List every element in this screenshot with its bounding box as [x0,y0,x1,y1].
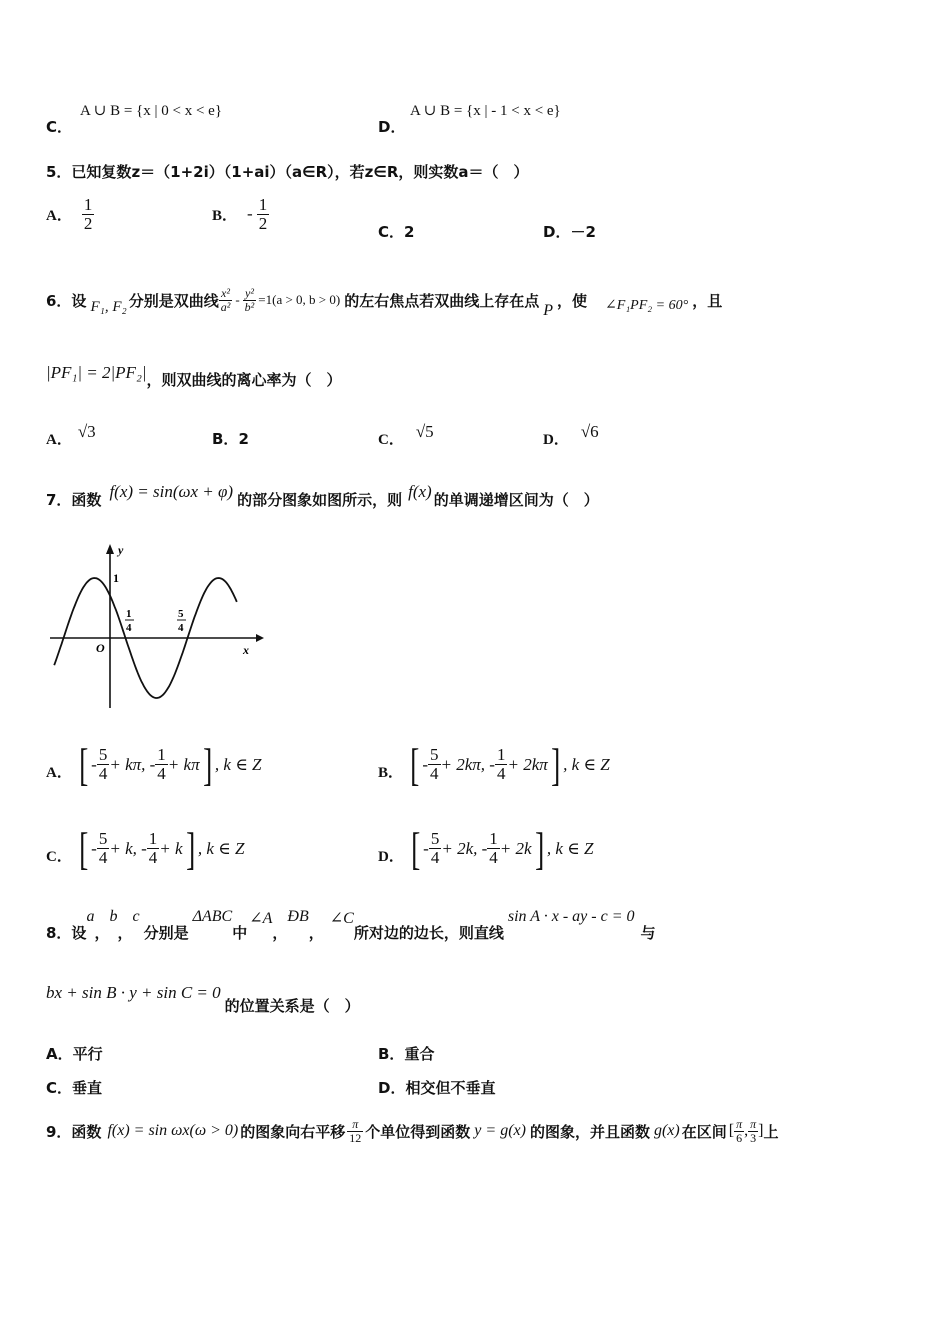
q8-side-b: b [109,908,118,925]
q6-text4: ，且 [692,291,723,310]
fraction-denominator: 2 [258,213,268,233]
q6-option-b-value: 2 [238,430,249,448]
right-bracket: ] [202,739,212,790]
right-bracket: ] [534,823,544,874]
comma: ， [117,924,133,942]
q7-option-a-label: A． [46,765,72,781]
q8-option-b-text: 重合 [404,1045,435,1063]
q7-function: f(x) = sin(ωx + φ) [109,481,234,501]
q9-g-function: y = g(x) [474,1122,526,1140]
interval-open-bracket: [ [728,1122,735,1140]
fraction-numerator: 5 [430,745,439,765]
q6-option-b [212,428,249,449]
fraction-denominator: 4 [157,764,166,783]
option-b-mid2: + 2kπ [507,754,548,774]
q6-angle: ∠F₁PF₂ = 60° [605,297,689,313]
q4-option-c-label: C． [46,118,73,136]
q6-option-c [378,414,434,449]
option-d-mid2: + 2k [499,838,532,858]
minus-sign: - [423,838,429,858]
fraction-numerator: 1 [157,745,166,765]
q9-prefix: 9．函数 [46,1122,102,1141]
tick1-numerator: 1 [126,608,132,620]
option-b-tail: , k ∈ Z [563,754,610,774]
q6-option-c-value: √5 [415,421,434,441]
fraction-numerator: x² [219,287,233,301]
tick2-numerator: 5 [178,608,184,620]
q8-side-c: c [132,908,140,925]
fraction-numerator: π [347,1118,363,1132]
tick1-denominator: 4 [126,622,132,634]
q4-option-d-label: D． [378,118,406,136]
q6-option-d [543,414,599,449]
comma: ， [94,924,110,942]
fraction-numerator: π [750,1117,757,1131]
left-bracket: [ [78,823,89,874]
fraction-denominator: 4 [98,848,108,867]
q9-text4: 在区间 [681,1122,727,1141]
comma: ， [308,924,324,942]
q8-option-c [46,1077,102,1098]
q7-sine-graph [44,540,264,712]
fraction-numerator: 1 [489,829,498,849]
left-bracket: [ [410,739,420,790]
q5-option-a [46,196,94,233]
q8-text5: 的位置关系是（ ） [224,997,360,1015]
q6-option-c-label: C． [378,432,404,448]
y-tick-1: 1 [113,571,119,585]
q8-triangle: ΔABC [192,908,233,925]
q6-point: P [543,302,554,319]
minus-sign: - [91,838,97,858]
q8-stem-line1 [46,908,656,943]
interval-close-bracket: ] [758,1122,764,1140]
q7-stem [46,473,599,510]
fraction-denominator: b² [244,299,255,314]
q9-text3: 的图象，并且函数 [529,1122,650,1141]
fraction-denominator: 4 [98,764,108,783]
fraction-numerator: 1 [148,829,158,849]
q6-option-b-label: B． [212,430,239,448]
q8-line1: sin A · x - ay - c = 0 [507,908,635,925]
q7-option-b-label: B． [378,765,404,781]
fraction-numerator: 5 [430,829,440,849]
origin-label: O [96,641,105,655]
q8-prefix: 8．设 [46,924,87,942]
q5-stem: 5．已知复数z＝（1+2i）（1+ai）（a∈R），若z∈R，则实数a＝（ ） [46,163,529,181]
option-b-mid1: + 2kπ, - [440,754,495,774]
q6-text5: ，则双曲线的离心率为（ ） [146,371,342,389]
q8-option-a-label: A． [46,1045,73,1063]
option-d-mid1: + 2k, - [441,838,488,858]
q8-option-b-label: B． [378,1045,405,1063]
q6-text1: 分别是双曲线 [128,291,219,310]
y-axis-label: y [118,543,124,557]
q5-option-b-label: B． [212,207,238,224]
option-a-mid1: + kπ, - [109,754,156,774]
option-a-mid2: + kπ [167,754,200,774]
q7-prefix: 7．函数 [46,491,102,509]
y-axis-arrow [106,544,114,554]
q5-option-a-label: A． [46,207,72,224]
q6-option-a-label: A． [46,432,72,448]
minus-sign: - [91,754,97,774]
q9-function: f(x) = sin ωx(ω > 0) [107,1122,239,1140]
q7-option-c [46,822,244,875]
q6-condition: |PF₁| = 2|PF₂| [46,362,147,382]
q5-option-b-sign: - [247,204,253,224]
q5-option-b-fraction [257,196,270,233]
q4-option-c-math: A ∪ B = {x | 0 < x < e} [80,103,223,119]
q5-option-a-fraction [82,196,95,233]
q5-option-d-label: D． [543,223,571,241]
tick2-denominator: 4 [178,622,184,634]
fraction-numerator: 1 [496,745,506,765]
q8-angle-c: ∠C [329,910,354,927]
q6-hyperbola-eq [219,287,341,313]
fraction-denominator: 4 [489,848,498,867]
q9-text1: 的图象向右平移 [240,1122,346,1141]
q6-foci: F₁, F₂ [90,298,127,315]
q5-option-b [212,196,269,233]
left-bracket: [ [410,823,421,874]
option-c-tail: , k ∈ Z [197,838,245,858]
q9-g: g(x) [653,1122,680,1140]
fraction-numerator: y² [243,287,257,301]
q8-option-a [46,1043,103,1064]
q8-angle-a: ∠A [249,910,273,927]
q8-option-d [378,1077,495,1098]
x-axis-arrow [256,634,264,642]
q7-text2: 的单调递增区间为（ ） [433,491,599,509]
q8-text2: 中 [232,924,248,942]
fraction-numerator: 5 [98,829,108,849]
q6-option-a [46,414,96,449]
q8-text3: 所对边的边长，则直线 [353,924,504,942]
q7-function-f: f(x) [408,481,432,501]
q5-option-d-value: －2 [570,223,596,241]
q5-option-c [378,221,414,242]
q8-side-a: a [86,908,95,925]
q7-option-d [378,822,593,875]
q6-option-d-label: D． [543,432,569,448]
option-c-mid1: + k, - [109,838,147,858]
q7-option-b [378,738,610,791]
fraction-numerator: π [736,1117,743,1131]
comma: ， [272,924,288,942]
fraction-denominator: 3 [750,1130,757,1145]
left-bracket: [ [78,739,89,790]
q8-option-d-label: D． [378,1079,406,1097]
q8-text4: 与 [640,924,656,942]
fraction-denominator: 4 [496,764,506,783]
fraction-denominator: 4 [148,848,158,867]
option-d-tail: , k ∈ Z [546,838,594,858]
q8-text1: 分别是 [143,924,189,942]
q8-option-a-text: 平行 [72,1045,103,1063]
q9-text5: 上 [763,1122,779,1141]
right-bracket: ] [185,823,195,874]
eq-rest: =1(a > 0, b > 0) [258,292,341,307]
q5-option-c-value: 2 [404,223,415,241]
q6-text3: ，使 [557,291,588,310]
q8-option-b [378,1043,434,1064]
fraction-numerator: 1 [258,195,268,214]
q7-text1: 的部分图象如图所示，则 [237,491,403,509]
option-c-mid2: + k [159,838,183,858]
q8-option-d-text: 相交但不垂直 [405,1079,496,1097]
q6-stem-line2 [46,355,342,390]
q6-prefix: 6．设 [46,291,87,310]
q7-option-c-label: C． [46,849,72,865]
fraction-denominator: 2 [83,213,93,233]
q5-option-c-label: C． [378,223,405,241]
minus-sign: - [235,292,240,307]
q5-option-d [543,221,596,242]
fraction-numerator: 1 [83,195,93,214]
fraction-numerator: 5 [98,745,108,765]
q9-interval [729,1118,764,1144]
comma: , [744,1122,749,1140]
minus-sign: - [422,754,429,774]
fraction-denominator: a² [220,299,231,314]
x-axis-label: x [243,643,249,657]
fraction-denominator: 12 [349,1130,362,1145]
q6-stem-line1 [46,280,722,320]
fraction-denominator: 4 [430,764,439,783]
q4-option-d-math: A ∪ B = {x | - 1 < x < e} [410,103,561,119]
right-bracket: ] [550,739,561,790]
q7-option-a [46,738,262,791]
q8-line2: bx + sin B · y + sin C = 0 [46,983,221,1002]
q8-stem-line2 [46,983,360,1016]
q6-option-d-value: √6 [580,421,599,441]
q9-text2: 个单位得到函数 [365,1122,471,1141]
fraction-denominator: 6 [736,1130,743,1145]
q9-stem [46,1118,778,1144]
q7-option-d-label: D． [378,849,404,865]
option-a-tail: , k ∈ Z [214,754,262,774]
q6-text2: 的左右焦点若双曲线上存在点 [344,291,540,310]
q8-option-c-label: C． [46,1079,73,1097]
q8-angle-b: ÐB [287,908,309,925]
fraction-denominator: 4 [430,848,440,867]
q8-option-c-text: 垂直 [72,1079,103,1097]
q9-shift-fraction [347,1118,363,1144]
q6-option-a-value: √3 [77,421,96,441]
